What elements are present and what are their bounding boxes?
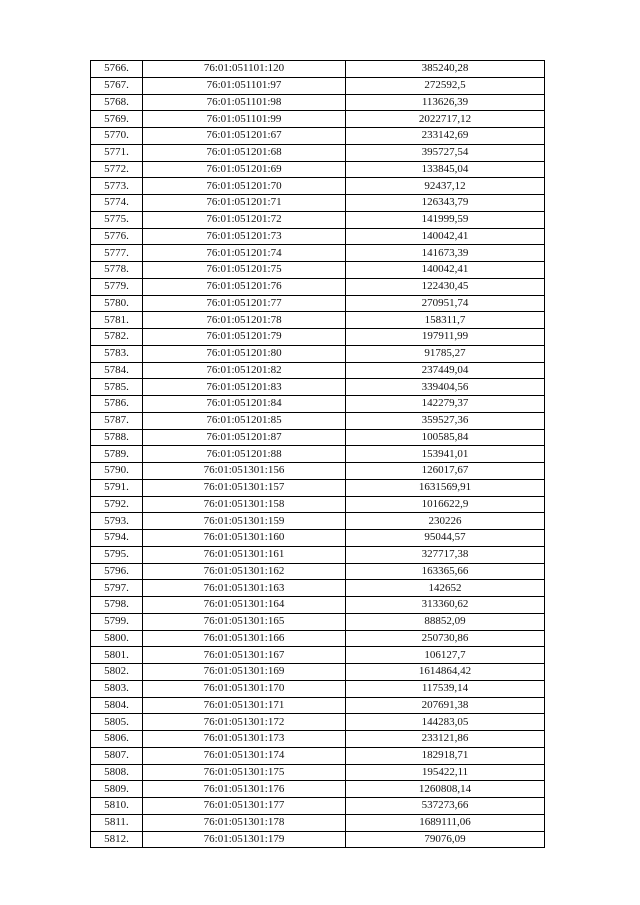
table-row <box>91 764 545 781</box>
table-row <box>91 61 545 78</box>
table-row <box>91 329 545 346</box>
cadastral-number-cell: 76:01:051301:161 <box>143 546 346 563</box>
table-row <box>91 580 545 597</box>
cadastral-number-cell: 76:01:051201:73 <box>143 228 346 245</box>
row-number-cell: 5809. <box>91 781 143 798</box>
table-row <box>91 178 545 195</box>
cadastral-value-cell: 140042,41 <box>346 228 545 245</box>
row-number-cell: 5772. <box>91 161 143 178</box>
cadastral-number-cell: 76:01:051101:97 <box>143 77 346 94</box>
table-row <box>91 312 545 329</box>
cadastral-number-cell: 76:01:051301:163 <box>143 580 346 597</box>
row-number-cell: 5812. <box>91 831 143 848</box>
cadastral-value-cell: 182918,71 <box>346 747 545 764</box>
table-row <box>91 362 545 379</box>
row-number-cell: 5775. <box>91 211 143 228</box>
table-row <box>91 278 545 295</box>
cadastral-value-cell: 153941,01 <box>346 446 545 463</box>
row-number-cell: 5803. <box>91 680 143 697</box>
row-number-cell: 5806. <box>91 731 143 748</box>
cadastral-number-cell: 76:01:051101:99 <box>143 111 346 128</box>
cadastral-value-cell: 385240,28 <box>346 61 545 78</box>
row-number-cell: 5789. <box>91 446 143 463</box>
row-number-cell: 5804. <box>91 697 143 714</box>
cadastral-number-cell: 76:01:051201:83 <box>143 379 346 396</box>
row-number-cell: 5785. <box>91 379 143 396</box>
table-row <box>91 295 545 312</box>
cadastral-value-cell: 1016622,9 <box>346 496 545 513</box>
cadastral-number-cell: 76:01:051201:79 <box>143 329 346 346</box>
table-row <box>91 94 545 111</box>
row-number-cell: 5810. <box>91 798 143 815</box>
cadastral-value-cell: 233142,69 <box>346 128 545 145</box>
table-row <box>91 546 545 563</box>
table-row <box>91 262 545 279</box>
cadastral-value-cell: 126343,79 <box>346 195 545 212</box>
cadastral-number-cell: 76:01:051101:98 <box>143 94 346 111</box>
cadastral-value-cell: 327717,38 <box>346 546 545 563</box>
row-number-cell: 5779. <box>91 278 143 295</box>
cadastral-number-cell: 76:01:051301:162 <box>143 563 346 580</box>
row-number-cell: 5793. <box>91 513 143 530</box>
cadastral-number-cell: 76:01:051201:70 <box>143 178 346 195</box>
table-row <box>91 831 545 848</box>
cadastral-value-cell: 144283,05 <box>346 714 545 731</box>
row-number-cell: 5807. <box>91 747 143 764</box>
table-row <box>91 446 545 463</box>
cadastral-number-cell: 76:01:051101:120 <box>143 61 346 78</box>
row-number-cell: 5795. <box>91 546 143 563</box>
cadastral-number-cell: 76:01:051301:156 <box>143 463 346 480</box>
table-row <box>91 731 545 748</box>
row-number-cell: 5774. <box>91 195 143 212</box>
cadastral-value-cell: 230226 <box>346 513 545 530</box>
cadastral-number-cell: 76:01:051301:164 <box>143 597 346 614</box>
cadastral-number-cell: 76:01:051201:67 <box>143 128 346 145</box>
cadastral-number-cell: 76:01:051301:167 <box>143 647 346 664</box>
table-row <box>91 144 545 161</box>
table-row <box>91 781 545 798</box>
cadastral-number-cell: 76:01:051201:71 <box>143 195 346 212</box>
row-number-cell: 5770. <box>91 128 143 145</box>
cadastral-value-cell: 207691,38 <box>346 697 545 714</box>
cadastral-value-cell: 88852,09 <box>346 613 545 630</box>
cadastral-number-cell: 76:01:051301:165 <box>143 613 346 630</box>
row-number-cell: 5771. <box>91 144 143 161</box>
row-number-cell: 5767. <box>91 77 143 94</box>
table-row <box>91 714 545 731</box>
table-row <box>91 345 545 362</box>
table-row <box>91 111 545 128</box>
row-number-cell: 5766. <box>91 61 143 78</box>
cadastral-value-cell: 100585,84 <box>346 429 545 446</box>
row-number-cell: 5800. <box>91 630 143 647</box>
cadastral-number-cell: 76:01:051201:76 <box>143 278 346 295</box>
cadastral-value-cell: 250730,86 <box>346 630 545 647</box>
cadastral-value-cell: 141999,59 <box>346 211 545 228</box>
cadastral-number-cell: 76:01:051301:159 <box>143 513 346 530</box>
row-number-cell: 5778. <box>91 262 143 279</box>
row-number-cell: 5808. <box>91 764 143 781</box>
cadastral-number-cell: 76:01:051301:158 <box>143 496 346 513</box>
cadastral-number-cell: 76:01:051201:84 <box>143 396 346 413</box>
cadastral-value-cell: 2022717,12 <box>346 111 545 128</box>
cadastral-number-cell: 76:01:051301:174 <box>143 747 346 764</box>
table-row <box>91 664 545 681</box>
cadastral-number-cell: 76:01:051301:179 <box>143 831 346 848</box>
cadastral-value-cell: 95044,57 <box>346 530 545 547</box>
cadastral-number-cell: 76:01:051201:87 <box>143 429 346 446</box>
row-number-cell: 5797. <box>91 580 143 597</box>
table-row <box>91 647 545 664</box>
cadastral-value-cell: 237449,04 <box>346 362 545 379</box>
table-row <box>91 228 545 245</box>
table-row <box>91 412 545 429</box>
cadastral-value-cell: 126017,67 <box>346 463 545 480</box>
row-number-cell: 5787. <box>91 412 143 429</box>
table-row <box>91 513 545 530</box>
table-row <box>91 530 545 547</box>
cadastral-value-cell: 1260808,14 <box>346 781 545 798</box>
cadastral-value-cell: 272592,5 <box>346 77 545 94</box>
row-number-cell: 5801. <box>91 647 143 664</box>
cadastral-value-cell: 133845,04 <box>346 161 545 178</box>
table-row <box>91 195 545 212</box>
table-row <box>91 747 545 764</box>
table-body <box>91 61 545 848</box>
table-row <box>91 563 545 580</box>
cadastral-value-cell: 142652 <box>346 580 545 597</box>
table-row <box>91 463 545 480</box>
row-number-cell: 5788. <box>91 429 143 446</box>
cadastral-value-cell: 1631569,91 <box>346 479 545 496</box>
cadastral-value-cell: 117539,14 <box>346 680 545 697</box>
table-row <box>91 479 545 496</box>
cadastral-value-cell: 142279,37 <box>346 396 545 413</box>
table-row <box>91 379 545 396</box>
row-number-cell: 5784. <box>91 362 143 379</box>
cadastral-value-cell: 313360,62 <box>346 597 545 614</box>
cadastral-number-cell: 76:01:051201:72 <box>143 211 346 228</box>
cadastral-value-cell: 92437,12 <box>346 178 545 195</box>
cadastral-number-cell: 76:01:051201:74 <box>143 245 346 262</box>
table-row <box>91 77 545 94</box>
row-number-cell: 5794. <box>91 530 143 547</box>
table-row <box>91 245 545 262</box>
cadastral-value-cell: 140042,41 <box>346 262 545 279</box>
cadastral-number-cell: 76:01:051301:177 <box>143 798 346 815</box>
cadastral-number-cell: 76:01:051201:77 <box>143 295 346 312</box>
cadastral-value-cell: 122430,45 <box>346 278 545 295</box>
table-row <box>91 211 545 228</box>
cadastral-value-cell: 141673,39 <box>346 245 545 262</box>
row-number-cell: 5799. <box>91 613 143 630</box>
cadastral-number-cell: 76:01:051201:88 <box>143 446 346 463</box>
cadastral-number-cell: 76:01:051201:68 <box>143 144 346 161</box>
row-number-cell: 5790. <box>91 463 143 480</box>
cadastral-value-cell: 359527,36 <box>346 412 545 429</box>
table-row <box>91 597 545 614</box>
table-row <box>91 680 545 697</box>
cadastral-value-cell: 91785,27 <box>346 345 545 362</box>
cadastral-number-cell: 76:01:051301:171 <box>143 697 346 714</box>
cadastral-value-cell: 1614864,42 <box>346 664 545 681</box>
row-number-cell: 5792. <box>91 496 143 513</box>
cadastral-value-cell: 79076,09 <box>346 831 545 848</box>
row-number-cell: 5786. <box>91 396 143 413</box>
cadastral-value-table <box>90 60 545 848</box>
cadastral-value-cell: 1689111,06 <box>346 814 545 831</box>
row-number-cell: 5768. <box>91 94 143 111</box>
row-number-cell: 5781. <box>91 312 143 329</box>
cadastral-value-cell: 537273,66 <box>346 798 545 815</box>
cadastral-number-cell: 76:01:051301:170 <box>143 680 346 697</box>
row-number-cell: 5782. <box>91 329 143 346</box>
cadastral-value-cell: 163365,66 <box>346 563 545 580</box>
cadastral-value-cell: 158311,7 <box>346 312 545 329</box>
table-row <box>91 128 545 145</box>
table-row <box>91 613 545 630</box>
row-number-cell: 5776. <box>91 228 143 245</box>
table-row <box>91 429 545 446</box>
cadastral-value-cell: 395727,54 <box>346 144 545 161</box>
cadastral-value-cell: 113626,39 <box>346 94 545 111</box>
row-number-cell: 5769. <box>91 111 143 128</box>
table-row <box>91 630 545 647</box>
table-row <box>91 496 545 513</box>
table-row <box>91 396 545 413</box>
cadastral-value-cell: 270951,74 <box>346 295 545 312</box>
cadastral-value-cell: 339404,56 <box>346 379 545 396</box>
cadastral-value-cell: 197911,99 <box>346 329 545 346</box>
cadastral-number-cell: 76:01:051301:173 <box>143 731 346 748</box>
cadastral-number-cell: 76:01:051201:80 <box>143 345 346 362</box>
table-row <box>91 798 545 815</box>
cadastral-number-cell: 76:01:051301:166 <box>143 630 346 647</box>
row-number-cell: 5805. <box>91 714 143 731</box>
cadastral-number-cell: 76:01:051201:78 <box>143 312 346 329</box>
cadastral-number-cell: 76:01:051301:172 <box>143 714 346 731</box>
cadastral-number-cell: 76:01:051301:160 <box>143 530 346 547</box>
row-number-cell: 5780. <box>91 295 143 312</box>
table-row <box>91 814 545 831</box>
cadastral-number-cell: 76:01:051201:85 <box>143 412 346 429</box>
table-row <box>91 697 545 714</box>
row-number-cell: 5773. <box>91 178 143 195</box>
row-number-cell: 5802. <box>91 664 143 681</box>
cadastral-number-cell: 76:01:051301:169 <box>143 664 346 681</box>
cadastral-number-cell: 76:01:051301:176 <box>143 781 346 798</box>
row-number-cell: 5796. <box>91 563 143 580</box>
row-number-cell: 5783. <box>91 345 143 362</box>
cadastral-number-cell: 76:01:051201:69 <box>143 161 346 178</box>
cadastral-number-cell: 76:01:051301:157 <box>143 479 346 496</box>
row-number-cell: 5798. <box>91 597 143 614</box>
cadastral-number-cell: 76:01:051201:75 <box>143 262 346 279</box>
cadastral-number-cell: 76:01:051301:178 <box>143 814 346 831</box>
cadastral-value-cell: 233121,86 <box>346 731 545 748</box>
cadastral-number-cell: 76:01:051201:82 <box>143 362 346 379</box>
cadastral-value-cell: 195422,11 <box>346 764 545 781</box>
row-number-cell: 5777. <box>91 245 143 262</box>
cadastral-number-cell: 76:01:051301:175 <box>143 764 346 781</box>
row-number-cell: 5811. <box>91 814 143 831</box>
row-number-cell: 5791. <box>91 479 143 496</box>
cadastral-value-cell: 106127,7 <box>346 647 545 664</box>
table-row <box>91 161 545 178</box>
